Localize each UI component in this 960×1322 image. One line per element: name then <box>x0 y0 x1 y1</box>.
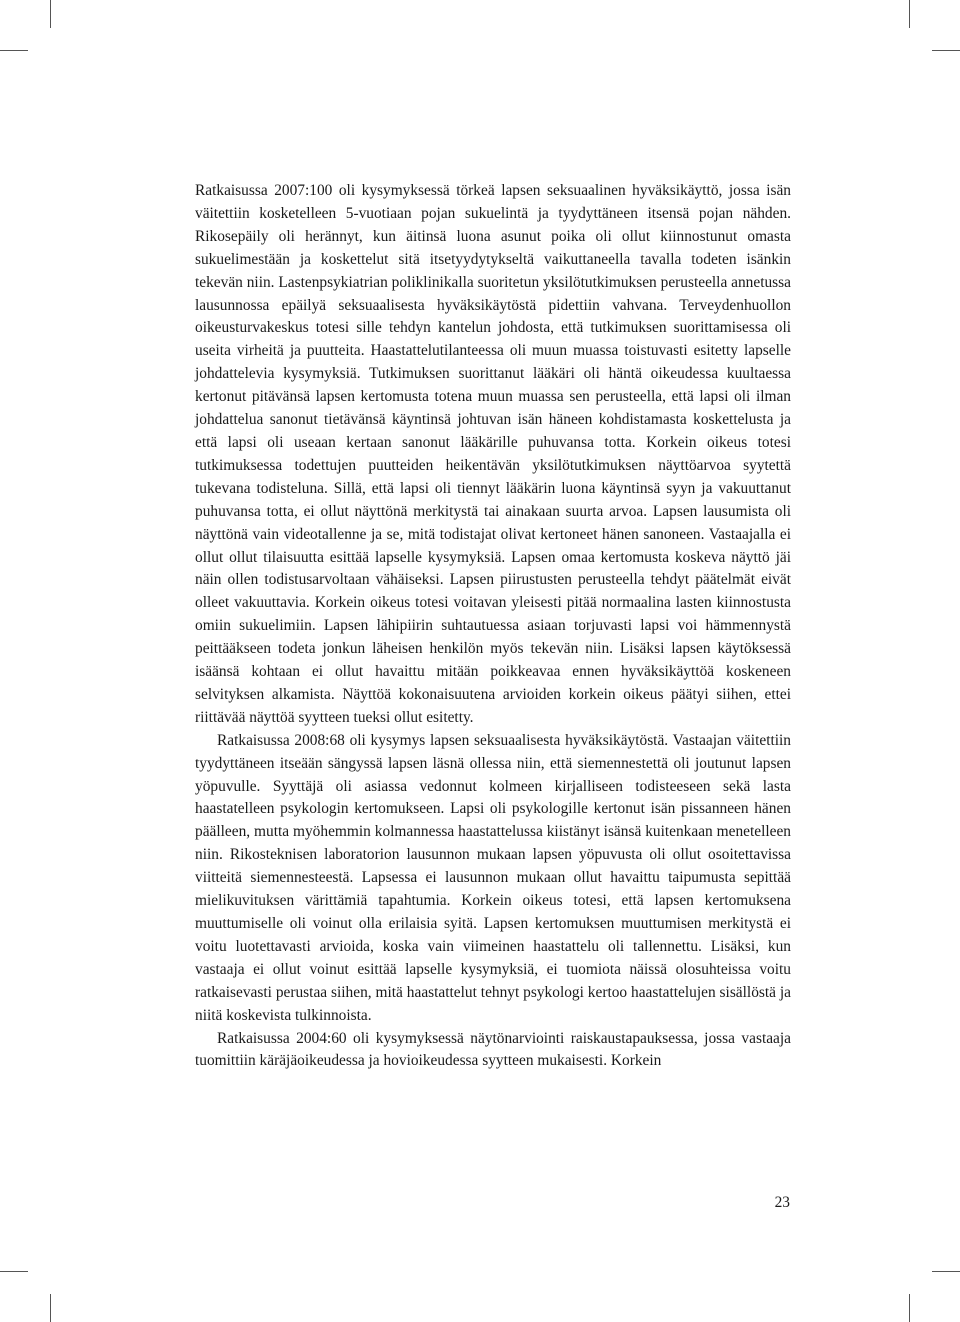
crop-mark-top-left-vertical <box>50 0 51 28</box>
body-text <box>195 180 791 1073</box>
crop-mark-bottom-right-vertical <box>909 1294 910 1322</box>
crop-mark-top-right-horizontal <box>932 50 960 51</box>
crop-mark-bottom-right-horizontal <box>932 1271 960 1272</box>
crop-mark-top-right-vertical <box>909 0 910 28</box>
page-number: 23 <box>774 1194 790 1211</box>
paragraph-ratkaisu-2004-60: Ratkaisussa 2004:60 oli kysymyksessä näytönarviointi raiskaustapauksessa, jossa vastaaja tuomittiin käräjäoikeudessa ja hovioikeudessa syytteen mukaisesti. Korkein <box>195 1029 791 1070</box>
paragraph-ratkaisu-2007-100: Ratkaisussa 2007:100 oli kysymyksessä törkeä lapsen seksuaalinen hyväksikäyttö, jossa isän väitettiin kosketelleen 5-vuotiaan pojan sukuelintä ja tyydyttäneen itsensä pojan nähden. Rikosepäily oli herännyt, kun äitinsä luona asunut poika oli ollut kiinnostunut omasta sukuelimestään ja koskettelut sitä itsetyydytykseltä vaikuttaneella tavalla todeten isänkin tekevän niin. Lastenpsykiatrian poliklinikalla suoritetun yksilötutkimuksen perusteella annetussa lausunnossa epäilyä seksuaalisesta hyväksikäytöstä pidettiin vahvana. Terveydenhuollon oikeusturvakeskus totesi sille tehdyn kantelun johdosta, että tutkimuksen suorittamisessa oli useita virheitä ja puutteita. Haastattelutilanteessa oli muun muassa toistuvasti esitetty lapselle johdattelevia kysymyksiä. Tutkimuksen suorittanut lääkäri oli häntä oikeudessa kuultaessa kertonut pitävänsä lapsen kertomusta totena muun muassa sen perusteella, että lapsi oli ilman johdattelua sanonut tietävänsä käyntinsä johtuvan isän häneen kohdistamasta koskettelusta ja että lapsi oli useaan kertaan sanonut lääkärille puhuvansa totta. Korkein oikeus totesi tutkimuksessa todettujen puutteiden heikentävän yksilötutkimuksen näyttöarvoa syytettä tukevana todisteluna. Sillä, että lapsi oli tiennyt lääkärin luona käyntinsä syyn ja vakuuttanut puhuvansa totta, ei ollut näyttönä merkitystä tai ainakaan suurta arvoa. Lapsen lausumista oli näyttönä vain videotallenne ja se, mitä todistajat olivat kertoneet hänen sanoneen. Vastaajalla ei ollut ollut tilaisuutta esittää lapselle kysymyksiä. Lapsen omaa kertomusta koskeva näyttö jäi näin ollen todistusarvoltaan vähäiseksi. Lapsen piirustusten perusteella tehdyt päätelmät eivät olleet vakuuttavia. Korkein oikeus totesi voitavan yleisesti pitää normaalina lasten kiinnostusta omiin sukuelimiin. Lapsen lähipiirin suhtautuessa asiaan torjuvasti lapsi voi hämmennystä peittääkseen todeta jonkun läheisen henkilön myös tekevän niin. Lisäksi lapsen käytöksessä isäänsä kohtaan ei ollut havaittu mitään poikkeavaa ennen hyväksikäyttöä koskeneen selvityksen alkamista. Näyttöä kokonaisuutena arvioiden korkein oikeus päätyi siihen, ettei riittävää näyttöä syytteen tueksi ollut esitetty. <box>195 182 791 726</box>
crop-mark-bottom-left-horizontal <box>0 1271 28 1272</box>
paragraph-ratkaisu-2008-68: Ratkaisussa 2008:68 oli kysymys lapsen seksuaalisesta hyväksikäytöstä. Vastaajan väitettiin tyydyttäneen itseään sängyssä lapsen läsnä ollessa niin, että siemennestettä oli joutunut lapsen yöpuvulle. Syyttäjä oli asiassa vedonnut kolmeen kirjalliseen todisteeseen sekä lasta haastatelleen psykologin kertomukseen. Lapsi oli psykologille kertonut isän pissanneen hänen päälleen, mutta myöhemmin kolmannessa haastattelussa kiistänyt isänsä kuitenkaan menetelleen niin. Rikosteknisen laboratorion lausunnon mukaan lapsen yöpuvusta oli ollut osoitettavissa viitteitä siemennesteestä. Lapsessa ei lausunnon mukaan ollut havaittu taipumusta sepittää mielikuvituksen värittämiä tapahtumia. Korkein oikeus totesi, että lapsen kertomuksena muuttumiselle oli voinut olla erilaisia syitä. Lapsen kertomuksen muuttumisen merkitystä ei voitu luotettavasti arvioida, koska vain viimeinen haastattelu oli tallennettu. Lisäksi, kun vastaaja ei ollut voinut esittää lapselle kysymyksiä, ei tuomiota näissä olosuhteissa voitu ratkaisevasti perustaa siihen, mitä haastattelut tehnyt psykologi kertoo haastattelujen sisällöstä ja niitä koskevista tulkinnoista. <box>195 731 791 1024</box>
crop-mark-bottom-left-vertical <box>50 1294 51 1322</box>
crop-mark-top-left-horizontal <box>0 50 28 51</box>
